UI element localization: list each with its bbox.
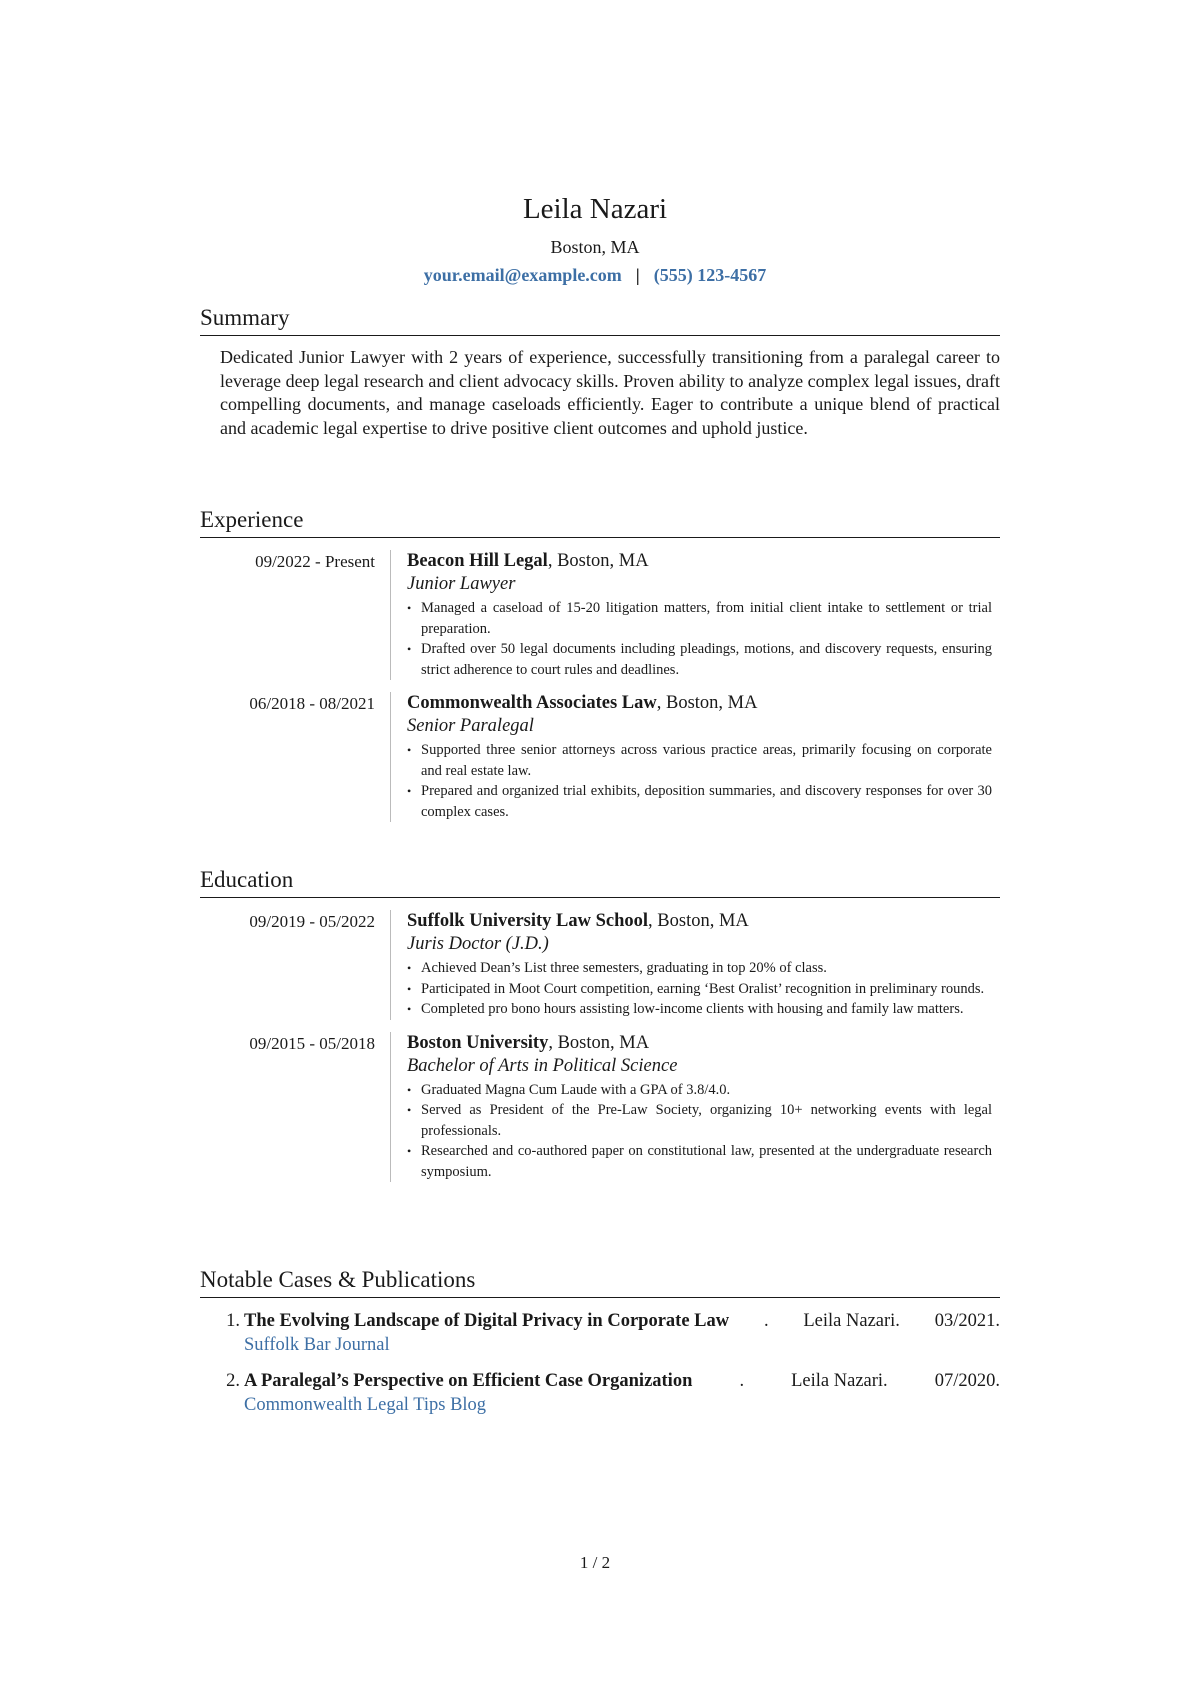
entry-organization	[407, 1032, 992, 1055]
entry-role: Junior Lawyer	[407, 574, 516, 594]
phone-link[interactable]: (555) 123-4567	[653, 265, 767, 285]
bullet-item: • Researched and co-authored paper on constitutional law, presented at the undergraduate research symposium.	[407, 1141, 992, 1182]
entry-body	[390, 1032, 992, 1183]
organization-location: , Boston, MA	[547, 551, 649, 571]
timeline-entry	[200, 692, 1000, 822]
section-title-summary: Summary	[200, 304, 1000, 336]
summary-text: Dedicated Junior Lawyer with 2 years of experience, successfully transitioning from a paralegal career to leverage deep legal research and client advocacy skills. Proven ability to analyze complex legal issues, draft compelling documents, and manage caseloads efficiently. Eager to contribute a unique blend of practical and academic legal expertise to drive positive client outcomes and uphold justice.	[220, 347, 1000, 438]
entry-organization	[407, 692, 992, 715]
publications-list	[200, 1310, 1000, 1417]
timeline-entry	[200, 1032, 1000, 1183]
publication-author: Leila Nazari.	[791, 1371, 888, 1391]
experience-list	[200, 550, 1000, 822]
contact-separator: |	[635, 265, 640, 285]
email-link[interactable]: your.email@example.com	[423, 265, 622, 285]
contact-line	[0, 264, 1190, 286]
entry-dates: 09/2015 - 05/2018	[249, 1033, 375, 1053]
timeline-entry	[200, 910, 1000, 1020]
entry-body	[390, 550, 992, 680]
publication-item	[200, 1370, 1000, 1417]
candidate-location: Boston, MA	[550, 237, 640, 257]
publication-body	[244, 1370, 1000, 1417]
publication-citation	[244, 1370, 1000, 1394]
entry-organization	[407, 550, 992, 573]
publication-venue-link[interactable]: Suffolk Bar Journal	[244, 1334, 390, 1355]
bullet-item: • Supported three senior attorneys across various practice areas, primarily focusing on corporate and real estate law.	[407, 740, 992, 781]
publications-section	[200, 1266, 1000, 1430]
bullet-item: • Managed a caseload of 15-20 litigation matters, from initial client intake to settlement or trial preparation.	[407, 598, 992, 639]
entry-role: Juris Doctor (J.D.)	[407, 934, 549, 954]
section-title-publications: Notable Cases & Publications	[200, 1266, 1000, 1298]
summary-section	[200, 304, 1000, 440]
entry-bullets	[407, 598, 992, 680]
candidate-name: Leila Nazari	[522, 193, 668, 225]
publication-body	[244, 1310, 1000, 1357]
organization-name: Beacon Hill Legal	[407, 551, 548, 571]
entry-bullets	[407, 1080, 992, 1183]
publication-item	[200, 1310, 1000, 1357]
section-title-experience: Experience	[200, 506, 1000, 538]
education-section	[200, 866, 1000, 1182]
section-title-education: Education	[200, 866, 1000, 898]
entry-role: Bachelor of Arts in Political Science	[407, 1055, 678, 1076]
bullet-item: • Participated in Moot Court competition, earning ‘Best Oralist’ recognition in preliminary rounds.	[407, 979, 992, 1000]
publication-title: A Paralegal’s Perspective on Efficient Case Organization	[244, 1371, 693, 1391]
publication-date: 07/2020.	[934, 1371, 1000, 1391]
organization-name: Boston University	[407, 1032, 549, 1053]
publication-author: Leila Nazari.	[803, 1311, 900, 1331]
organization-name: Suffolk University Law School	[407, 911, 649, 931]
publication-period: .	[739, 1371, 745, 1391]
publication-citation	[244, 1310, 1000, 1334]
publication-period: .	[763, 1311, 769, 1331]
entry-bullets	[407, 958, 992, 1020]
publication-number: 1.	[226, 1311, 240, 1331]
bullet-item: • Drafted over 50 legal documents including pleadings, motions, and discovery requests, ensuring strict adherence to court rules and deadlines.	[407, 639, 992, 680]
organization-location: , Boston, MA	[548, 1032, 650, 1053]
organization-location: , Boston, MA	[656, 693, 758, 713]
resume-header	[0, 192, 1190, 286]
entry-bullets	[407, 740, 992, 822]
organization-name: Commonwealth Associates Law	[407, 693, 657, 713]
entry-dates: 09/2019 - 05/2022	[249, 912, 375, 931]
bullet-item: • Prepared and organized trial exhibits, deposition summaries, and discovery responses for over 30 complex cases.	[407, 781, 992, 822]
page-number: 1 / 2	[579, 1553, 611, 1572]
entry-dates: 09/2022 - Present	[255, 552, 375, 571]
bullet-item: • Graduated Magna Cum Laude with a GPA of 3.8/4.0.	[407, 1080, 992, 1101]
entry-dates: 06/2018 - 08/2021	[249, 694, 375, 713]
experience-section	[200, 506, 1000, 822]
entry-role: Senior Paralegal	[407, 716, 534, 736]
publication-venue-link[interactable]: Commonwealth Legal Tips Blog	[244, 1394, 487, 1415]
timeline-entry	[200, 550, 1000, 680]
publication-number: 2.	[226, 1371, 240, 1391]
bullet-item: • Achieved Dean’s List three semesters, graduating in top 20% of class.	[407, 958, 992, 979]
publication-date: 03/2021.	[934, 1311, 1000, 1331]
entry-organization	[407, 910, 992, 933]
entry-body	[390, 910, 992, 1020]
education-list	[200, 910, 1000, 1182]
bullet-item: • Served as President of the Pre-Law Society, organizing 10+ networking events with legal professionals.	[407, 1100, 992, 1141]
publication-title: The Evolving Landscape of Digital Privacy in Corporate Law	[244, 1311, 730, 1331]
organization-location: , Boston, MA	[648, 911, 749, 931]
entry-body	[390, 692, 992, 822]
bullet-item: • Completed pro bono hours assisting low-income clients with housing and family law matters.	[407, 999, 992, 1020]
